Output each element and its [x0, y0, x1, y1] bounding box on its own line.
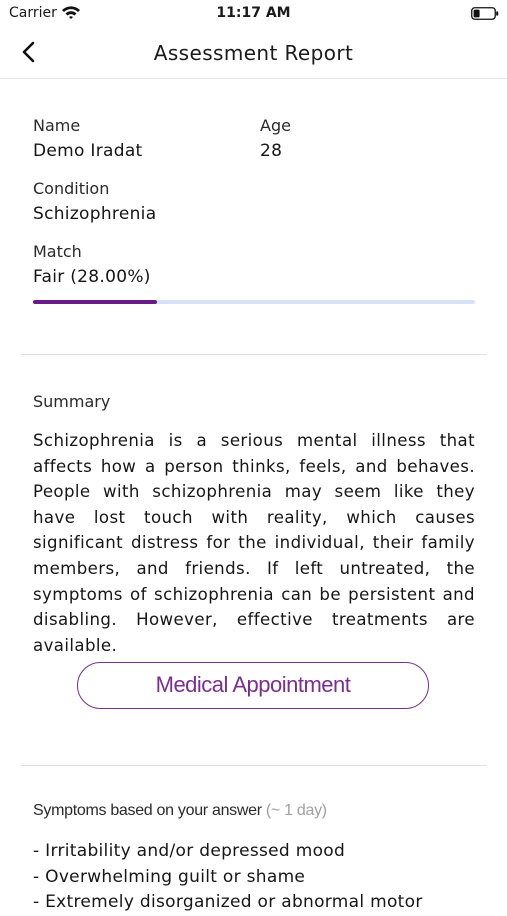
symptom-item: - Extremely disorganized or abnormal motor [33, 892, 423, 912]
match-label: Match [33, 242, 82, 261]
condition-value: Schizophrenia [33, 204, 157, 224]
battery-icon [471, 7, 499, 20]
nav-bar [0, 28, 507, 79]
divider [21, 765, 487, 766]
clock: 11:17 AM [216, 5, 291, 21]
name-label: Name [33, 116, 81, 135]
summary-label: Summary [33, 392, 111, 411]
symptoms-heading-text: Symptoms based on your answer [33, 802, 262, 819]
symptoms-duration: (~ 1 day) [265, 802, 327, 819]
status-bar [0, 0, 507, 28]
match-progress-fill [33, 300, 157, 304]
medical-appointment-button[interactable]: Medical Appointment [77, 662, 429, 709]
match-value: Fair (28.00%) [33, 267, 151, 287]
page-title: Assessment Report [153, 41, 354, 65]
age-value: 28 [260, 141, 283, 161]
divider [21, 354, 487, 355]
symptom-list [33, 839, 423, 916]
symptom-item: - Irritability and/or depressed mood [33, 841, 346, 861]
summary-text: Schizophrenia is a serious mental illness that affects how a person thinks, feels, and behaves. People with schizophrenia may seem like they have lost touch with reality, which causes significant distress for the individual, their family members, and friends. If left untreated, the symptoms of schizophrenia can be persistent and disabling. However, effective treatments are available. [33, 431, 475, 655]
match-progress-bar [33, 300, 475, 304]
age-label: Age [260, 116, 291, 135]
condition-label: Condition [33, 179, 110, 198]
symptoms-heading [33, 802, 327, 820]
name-value: Demo Iradat [33, 141, 143, 161]
carrier-label: Carrier [9, 5, 57, 21]
symptom-item: - Overwhelming guilt or shame [33, 866, 306, 887]
